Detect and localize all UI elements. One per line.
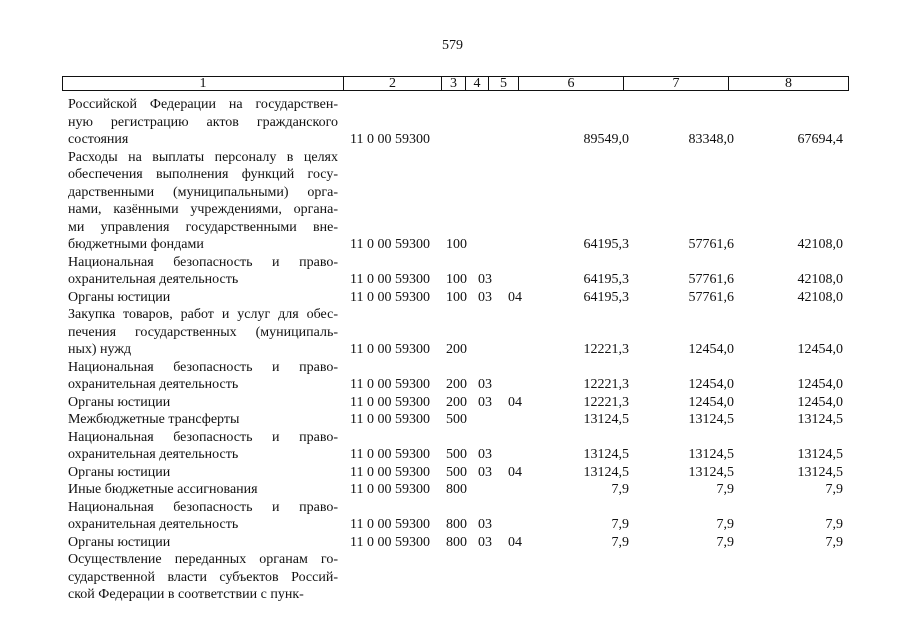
description-line: Межбюджетные трансферты (68, 412, 240, 427)
subsection-code: 04 (508, 289, 522, 305)
section-code: 03 (478, 272, 492, 287)
row-description (68, 289, 338, 307)
value-col-6: 89549,0 (583, 132, 629, 147)
description-line: Расходы на выплаты персоналу в целях (68, 149, 338, 165)
target-code: 11 0 00 59300 (350, 464, 430, 480)
table-row (0, 429, 905, 464)
expense-type-code: 200 (446, 394, 467, 410)
value-col-6: 7,9 (611, 482, 629, 497)
row-description (68, 306, 338, 359)
description-line: Органы юстиции (68, 394, 171, 410)
table-row (0, 394, 905, 412)
value-col-7: 7,9 (716, 482, 734, 497)
description-line: обеспечения выполнения функций госу- (68, 167, 338, 182)
table-row (0, 149, 905, 254)
page-number: 579 (442, 38, 463, 53)
target-code: 11 0 00 59300 (350, 394, 430, 410)
target-code: 11 0 00 59300 (350, 377, 430, 392)
value-col-8: 42108,0 (797, 272, 843, 287)
value-col-7: 57761,6 (688, 237, 734, 252)
table-row (0, 96, 905, 149)
row-description (68, 149, 338, 254)
row-description (68, 96, 338, 149)
column-header-1: 1 (63, 77, 344, 90)
target-code: 11 0 00 59300 (350, 342, 430, 357)
value-col-8: 13124,5 (797, 464, 843, 480)
value-col-8: 7,9 (825, 482, 843, 497)
target-code: 11 0 00 59300 (350, 132, 430, 147)
section-code: 03 (478, 534, 492, 550)
value-col-7: 13124,5 (688, 447, 734, 462)
target-code: 11 0 00 59300 (350, 272, 430, 287)
table-body (0, 96, 905, 604)
target-code: 11 0 00 59300 (350, 289, 430, 305)
subsection-code: 04 (508, 464, 522, 480)
value-col-6: 12221,3 (583, 394, 629, 410)
target-code: 11 0 00 59300 (350, 412, 430, 427)
column-header-2: 2 (344, 77, 442, 90)
target-code: 11 0 00 59300 (350, 534, 430, 550)
value-col-8: 7,9 (825, 517, 843, 532)
value-col-7: 57761,6 (688, 272, 734, 287)
description-line: ми управления государственными вне- (68, 219, 338, 235)
expense-type-code: 500 (446, 412, 467, 427)
table-row (0, 534, 905, 552)
row-description (68, 359, 338, 394)
table-header (62, 76, 849, 91)
row-description (68, 499, 338, 534)
description-line: ных) нужд (68, 342, 132, 357)
section-code: 03 (478, 377, 492, 392)
expense-type-code: 200 (446, 377, 467, 392)
row-description (68, 551, 338, 604)
table-row (0, 306, 905, 359)
value-col-6: 13124,5 (583, 447, 629, 462)
subsection-code: 04 (508, 394, 522, 410)
section-code: 03 (478, 394, 492, 410)
value-col-6: 12221,3 (583, 342, 629, 357)
value-col-8: 42108,0 (797, 289, 843, 305)
description-line: охранительная деятельность (68, 377, 239, 392)
column-header-8: 8 (785, 76, 792, 91)
expense-type-code: 800 (446, 517, 467, 532)
expense-type-code: 100 (446, 237, 467, 252)
value-col-6: 7,9 (611, 517, 629, 532)
target-code: 11 0 00 59300 (350, 517, 430, 532)
description-line: состояния (68, 132, 129, 147)
table-row (0, 359, 905, 394)
description-line: охранительная деятельность (68, 272, 239, 287)
value-col-6: 64195,3 (583, 289, 629, 305)
description-line: ской Федерации в соответствии с пунк- (68, 587, 304, 602)
value-col-7: 57761,6 (688, 289, 734, 305)
row-description (68, 429, 338, 464)
value-col-6: 12221,3 (583, 377, 629, 392)
value-col-8: 12454,0 (797, 394, 843, 410)
section-code: 03 (478, 464, 492, 480)
value-col-8: 12454,0 (797, 342, 843, 357)
table-row (0, 551, 905, 604)
value-col-8: 7,9 (825, 534, 843, 550)
column-header-4: 4 (466, 77, 489, 90)
value-col-7: 13124,5 (688, 412, 734, 427)
description-line: охранительная деятельность (68, 517, 239, 532)
target-code: 11 0 00 59300 (350, 482, 430, 497)
value-col-8: 13124,5 (797, 412, 843, 427)
row-description (68, 394, 338, 412)
section-code: 03 (478, 447, 492, 462)
target-code: 11 0 00 59300 (350, 237, 430, 252)
row-description (68, 534, 338, 552)
row-description (68, 411, 338, 429)
description-line: Национальная безопасность и право- (68, 254, 338, 270)
value-col-8: 13124,5 (797, 447, 843, 462)
description-line: охранительная деятельность (68, 447, 239, 462)
table-row (0, 464, 905, 482)
section-code: 03 (478, 517, 492, 532)
target-code: 11 0 00 59300 (350, 447, 430, 462)
value-col-6: 13124,5 (583, 464, 629, 480)
expense-type-code: 800 (446, 534, 467, 550)
value-col-6: 64195,3 (583, 272, 629, 287)
expense-type-code: 100 (446, 272, 467, 287)
value-col-7: 12454,0 (688, 394, 734, 410)
column-header-6: 6 (519, 77, 624, 90)
column-header-3: 3 (442, 77, 466, 90)
description-line: бюджетными фондами (68, 237, 204, 252)
expense-type-code: 800 (446, 482, 467, 497)
column-header-7: 7 (624, 77, 729, 90)
description-line: Национальная безопасность и право- (68, 359, 338, 375)
description-line: Национальная безопасность и право- (68, 499, 338, 515)
expense-type-code: 500 (446, 464, 467, 480)
description-line: Национальная безопасность и право- (68, 429, 338, 445)
value-col-7: 7,9 (716, 517, 734, 532)
value-col-7: 7,9 (716, 534, 734, 550)
value-col-7: 12454,0 (688, 377, 734, 392)
table-row (0, 411, 905, 429)
row-description (68, 464, 338, 482)
subsection-code: 04 (508, 534, 522, 550)
table-row (0, 481, 905, 499)
description-line: нами, казёнными учреждениями, органа- (68, 202, 338, 217)
table-row (0, 289, 905, 307)
value-col-8: 67694,4 (797, 132, 843, 147)
value-col-6: 64195,3 (583, 237, 629, 252)
table-row (0, 499, 905, 534)
description-line: Российской Федерации на государствен- (68, 97, 338, 112)
description-line: печения государственных (муниципаль- (68, 324, 338, 340)
description-line: Органы юстиции (68, 464, 171, 480)
value-col-7: 83348,0 (688, 132, 734, 147)
description-line: Закупка товаров, работ и услуг для обес- (68, 307, 338, 322)
value-col-7: 12454,0 (688, 342, 734, 357)
description-line: ную регистрацию актов гражданского (68, 114, 338, 130)
value-col-8: 12454,0 (797, 377, 843, 392)
description-line: Органы юстиции (68, 289, 171, 305)
table-row (0, 254, 905, 289)
description-line: Осуществление переданных органам го- (68, 552, 338, 567)
description-line: Органы юстиции (68, 534, 171, 550)
description-line: сударственной власти субъектов Россий- (68, 569, 338, 585)
row-description (68, 481, 338, 499)
column-header-5: 5 (489, 77, 519, 90)
value-col-8: 42108,0 (797, 237, 843, 252)
expense-type-code: 100 (446, 289, 467, 305)
description-line: дарственными (муниципальными) орга- (68, 184, 338, 200)
expense-type-code: 500 (446, 447, 467, 462)
row-description (68, 254, 338, 289)
description-line: Иные бюджетные ассигнования (68, 482, 258, 497)
value-col-6: 7,9 (611, 534, 629, 550)
value-col-7: 13124,5 (688, 464, 734, 480)
value-col-6: 13124,5 (583, 412, 629, 427)
expense-type-code: 200 (446, 342, 467, 357)
section-code: 03 (478, 289, 492, 305)
